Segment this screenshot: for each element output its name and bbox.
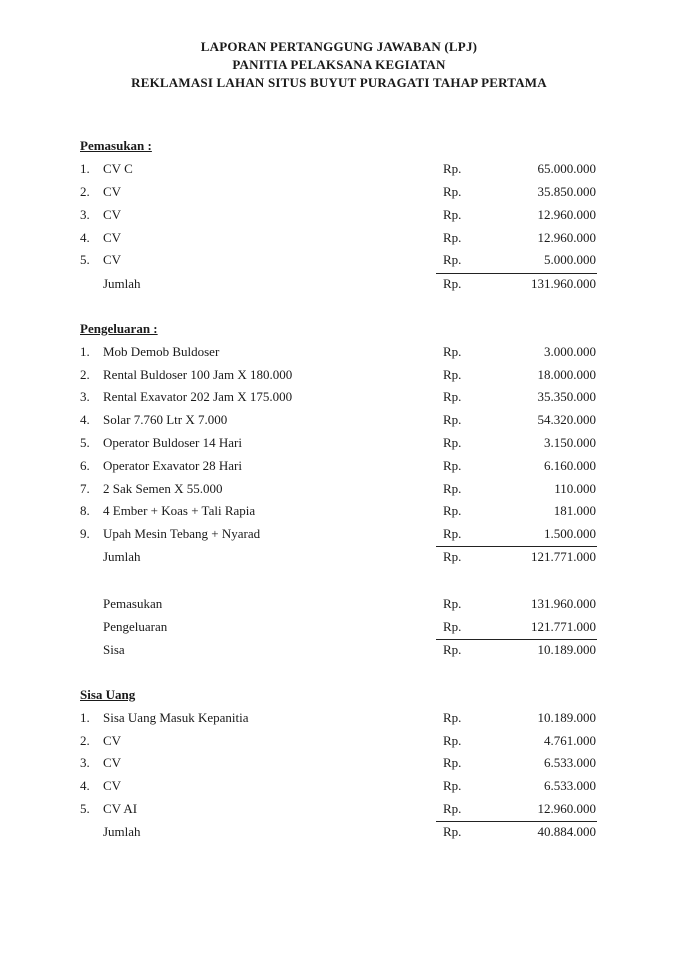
income-row [0, 252, 678, 272]
row-amount: 121.771.000 [531, 619, 596, 634]
row-amount: 6.533.000 [544, 778, 596, 793]
total-label: Sisa [103, 642, 125, 657]
section-heading-sisa-uang: Sisa Uang [80, 687, 136, 702]
row-currency: Rp. [443, 526, 462, 541]
row-amount: 131.960.000 [531, 596, 596, 611]
balance-row [0, 755, 678, 775]
expense-total-row [0, 549, 678, 569]
row-number: 4. [80, 230, 90, 245]
row-label: 2 Sak Semen X 55.000 [103, 481, 223, 496]
total-amount: 10.189.000 [537, 642, 596, 657]
income-total-row [0, 276, 678, 296]
total-label: Jumlah [103, 549, 141, 564]
row-number: 5. [80, 801, 90, 816]
row-amount: 4.761.000 [544, 733, 596, 748]
total-divider [436, 273, 597, 274]
expense-row [0, 526, 678, 546]
income-row [0, 161, 678, 181]
row-number: 5. [80, 435, 90, 450]
row-currency: Rp. [443, 435, 462, 450]
row-label: Pemasukan [103, 596, 163, 611]
expense-row [0, 435, 678, 455]
row-currency: Rp. [443, 733, 462, 748]
row-label: Solar 7.760 Ltr X 7.000 [103, 412, 228, 427]
total-label: Jumlah [103, 276, 141, 291]
row-number: 5. [80, 252, 90, 267]
row-currency: Rp. [443, 710, 462, 725]
expense-row [0, 481, 678, 501]
row-label: Sisa Uang Masuk Kepanitia [103, 710, 249, 725]
row-currency: Rp. [443, 389, 462, 404]
row-amount: 10.189.000 [537, 710, 596, 725]
total-currency: Rp. [443, 276, 462, 291]
row-label: CV [103, 230, 122, 245]
total-currency: Rp. [443, 549, 462, 564]
row-amount: 35.850.000 [537, 184, 596, 199]
row-number: 2. [80, 184, 90, 199]
total-label: Jumlah [103, 824, 141, 839]
expense-row [0, 458, 678, 478]
row-amount: 65.000.000 [537, 161, 596, 176]
row-number: 3. [80, 755, 90, 770]
row-amount: 12.960.000 [537, 207, 596, 222]
total-divider [436, 821, 597, 822]
expense-row [0, 503, 678, 523]
row-amount: 6.533.000 [544, 755, 596, 770]
row-label: CV [103, 755, 122, 770]
row-label: Operator Buldoser 14 Hari [103, 435, 242, 450]
row-number: 7. [80, 481, 90, 496]
row-number: 2. [80, 733, 90, 748]
row-label: CV [103, 252, 122, 267]
row-number: 4. [80, 412, 90, 427]
row-label: CV AI [103, 801, 138, 816]
row-currency: Rp. [443, 458, 462, 473]
summary-row [0, 596, 678, 616]
total-divider [436, 639, 597, 640]
row-label: Upah Mesin Tebang + Nyarad [103, 526, 261, 541]
row-label: CV [103, 778, 122, 793]
report-title: LAPORAN PERTANGGUNG JAWABAN (LPJ) [200, 39, 478, 54]
report-subtitle-activity: REKLAMASI LAHAN SITUS BUYUT PURAGATI TAHAP PERTAMA [131, 75, 547, 90]
row-amount: 54.320.000 [537, 412, 596, 427]
section-heading-pemasukan: Pemasukan : [80, 138, 152, 153]
row-number: 3. [80, 389, 90, 404]
row-amount: 35.350.000 [537, 389, 596, 404]
balance-row [0, 801, 678, 821]
row-currency: Rp. [443, 252, 462, 267]
row-number: 1. [80, 344, 90, 359]
row-label: Pengeluaran [103, 619, 168, 634]
row-amount: 12.960.000 [537, 230, 596, 245]
total-amount: 40.884.000 [537, 824, 596, 839]
total-currency: Rp. [443, 824, 462, 839]
row-label: Rental Exavator 202 Jam X 175.000 [103, 389, 293, 404]
row-number: 6. [80, 458, 90, 473]
row-currency: Rp. [443, 503, 462, 518]
row-amount: 5.000.000 [544, 252, 596, 267]
row-currency: Rp. [443, 481, 462, 496]
balance-row [0, 710, 678, 730]
expense-row [0, 344, 678, 364]
row-label: Mob Demob Buldoser [103, 344, 220, 359]
total-amount: 121.771.000 [531, 549, 596, 564]
row-currency: Rp. [443, 161, 462, 176]
row-currency: Rp. [443, 412, 462, 427]
income-row [0, 207, 678, 227]
row-label: Operator Exavator 28 Hari [103, 458, 242, 473]
row-number: 9. [80, 526, 90, 541]
row-currency: Rp. [443, 619, 462, 634]
row-currency: Rp. [443, 184, 462, 199]
total-currency: Rp. [443, 642, 462, 657]
row-label: CV [103, 207, 122, 222]
row-amount: 1.500.000 [544, 526, 596, 541]
row-label: CV C [103, 161, 133, 176]
section-heading-pengeluaran: Pengeluaran : [80, 321, 158, 336]
row-currency: Rp. [443, 367, 462, 382]
balance-row [0, 778, 678, 798]
row-currency: Rp. [443, 778, 462, 793]
row-label: CV [103, 733, 122, 748]
report-subtitle-committee: PANITIA PELAKSANA KEGIATAN [232, 57, 446, 72]
row-currency: Rp. [443, 207, 462, 222]
row-amount: 12.960.000 [537, 801, 596, 816]
row-amount: 110.000 [554, 481, 596, 496]
total-divider [436, 546, 597, 547]
row-number: 1. [80, 710, 90, 725]
summary-row [0, 619, 678, 639]
row-amount: 18.000.000 [537, 367, 596, 382]
row-amount: 3.150.000 [544, 435, 596, 450]
income-row [0, 184, 678, 204]
remainder-row [0, 642, 678, 662]
expense-row [0, 367, 678, 387]
row-currency: Rp. [443, 596, 462, 611]
row-currency: Rp. [443, 755, 462, 770]
income-row [0, 230, 678, 250]
total-amount: 131.960.000 [531, 276, 596, 291]
row-label: CV [103, 184, 122, 199]
row-currency: Rp. [443, 230, 462, 245]
row-number: 1. [80, 161, 90, 176]
row-number: 8. [80, 503, 90, 518]
expense-row [0, 412, 678, 432]
row-amount: 6.160.000 [544, 458, 596, 473]
row-currency: Rp. [443, 801, 462, 816]
row-label: Rental Buldoser 100 Jam X 180.000 [103, 367, 293, 382]
expense-row [0, 389, 678, 409]
balance-total-row [0, 824, 678, 844]
row-number: 3. [80, 207, 90, 222]
balance-row [0, 733, 678, 753]
row-number: 4. [80, 778, 90, 793]
row-label: 4 Ember + Koas + Tali Rapia [103, 503, 256, 518]
row-amount: 181.000 [553, 503, 596, 518]
row-currency: Rp. [443, 344, 462, 359]
row-number: 2. [80, 367, 90, 382]
row-amount: 3.000.000 [544, 344, 596, 359]
